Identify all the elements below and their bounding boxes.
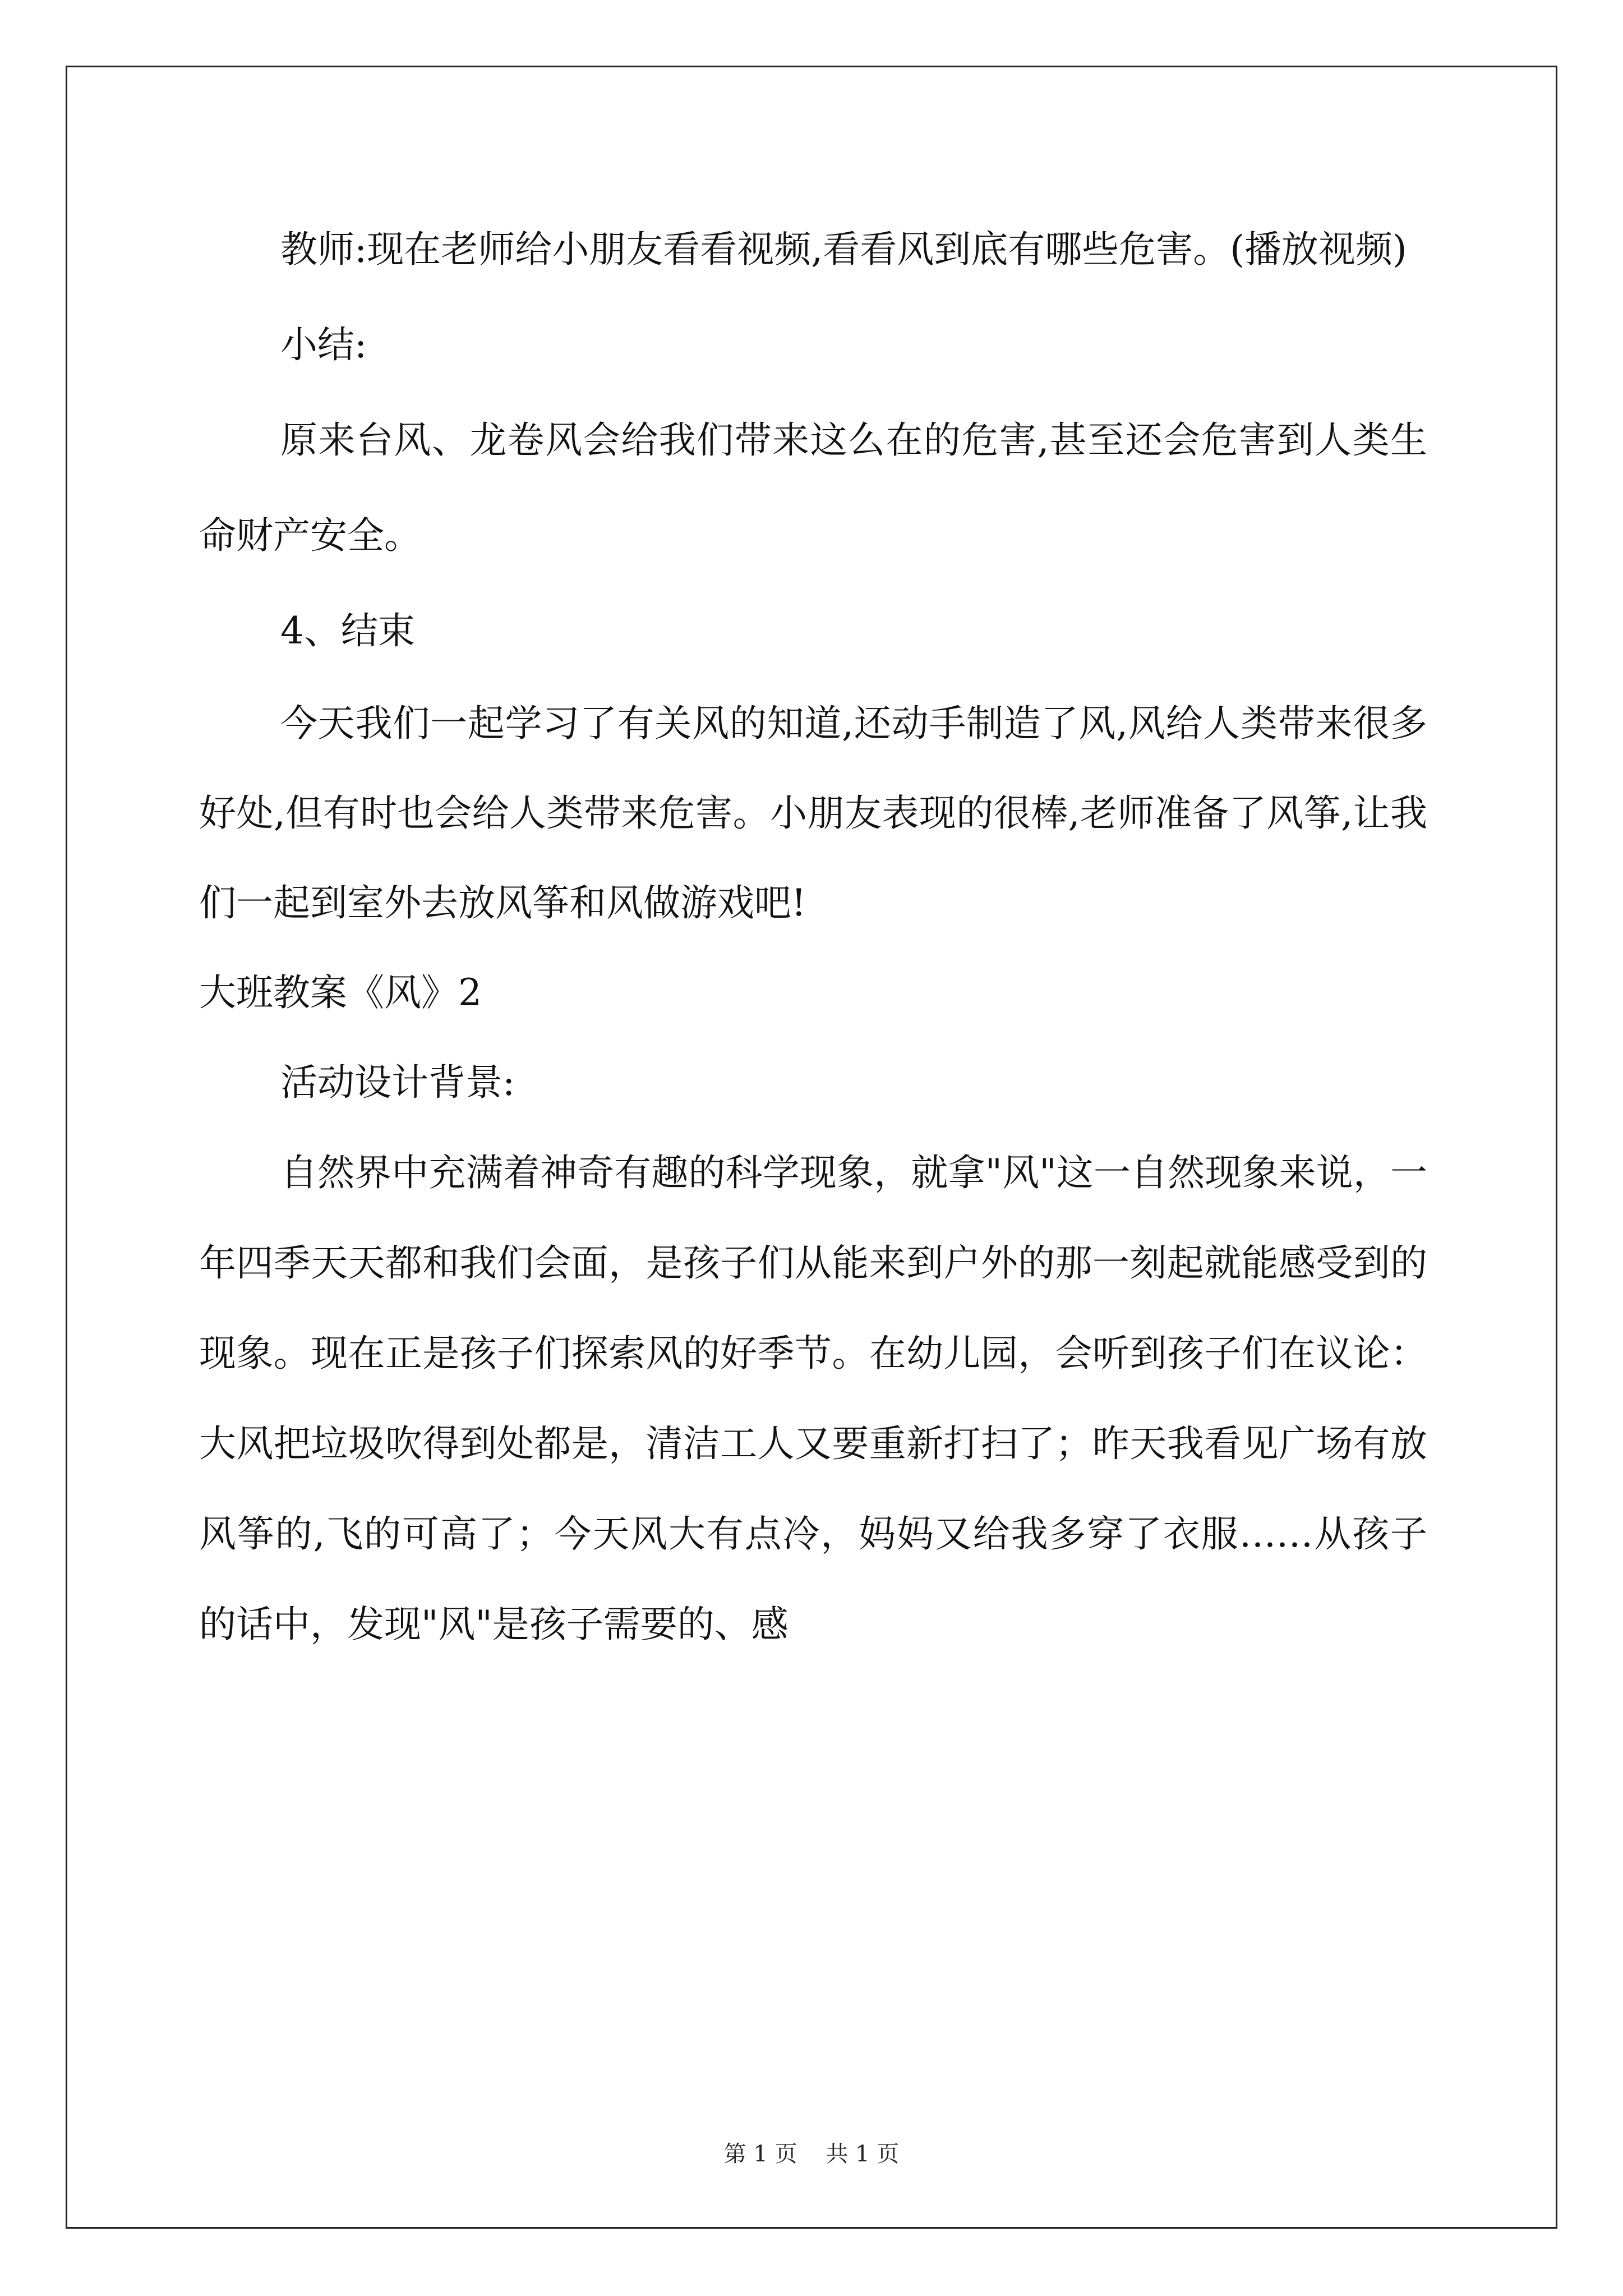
paragraph-5: 今天我们一起学习了有关风的知道,还动手制造了风,风给人类带来很多好处,但有时也会给人类带来危害。小朋友表现的很棒,老师准备了风筝,让我们一起到室外去放风筝和风做游戏吧! bbox=[199, 702, 1427, 924]
page-footer: 第 1 页 共 1 页 bbox=[723, 2141, 900, 2167]
paragraph-6: 活动设计背景: bbox=[280, 1061, 515, 1104]
section-heading: 大班教案《风》2 bbox=[199, 971, 482, 1014]
paragraph-7: 自然界中充满着神奇有趣的科学现象，就拿"风"这一自然现象来说，一年四季天天都和我们会面，是孩子们从能来到户外的那一刻起就能感受到的现象。现在正是孩子们探索风的好季节。在幼儿园，会听到孩子们在议论：大风把垃圾吹得到处都是，清洁工人又要重新打扫了；昨天我看见广场有放风筝的,飞的可高了；今天风大有点冷，妈妈又给我多穿了衣服……从孩子的话中，发现"风"是孩子需要的、感 bbox=[199, 1151, 1427, 1646]
paragraph-2: 小结: bbox=[280, 323, 367, 366]
paragraph-1: 教师:现在老师给小朋友看看视频,看看风到底有哪些危害。(播放视频) bbox=[280, 228, 1407, 271]
paragraph-4: 4、结束 bbox=[280, 609, 415, 652]
paragraph-3: 原来台风、龙卷风会给我们带来这么在的危害,甚至还会危害到人类生命财产安全。 bbox=[199, 418, 1427, 557]
document-body bbox=[199, 202, 1427, 1669]
